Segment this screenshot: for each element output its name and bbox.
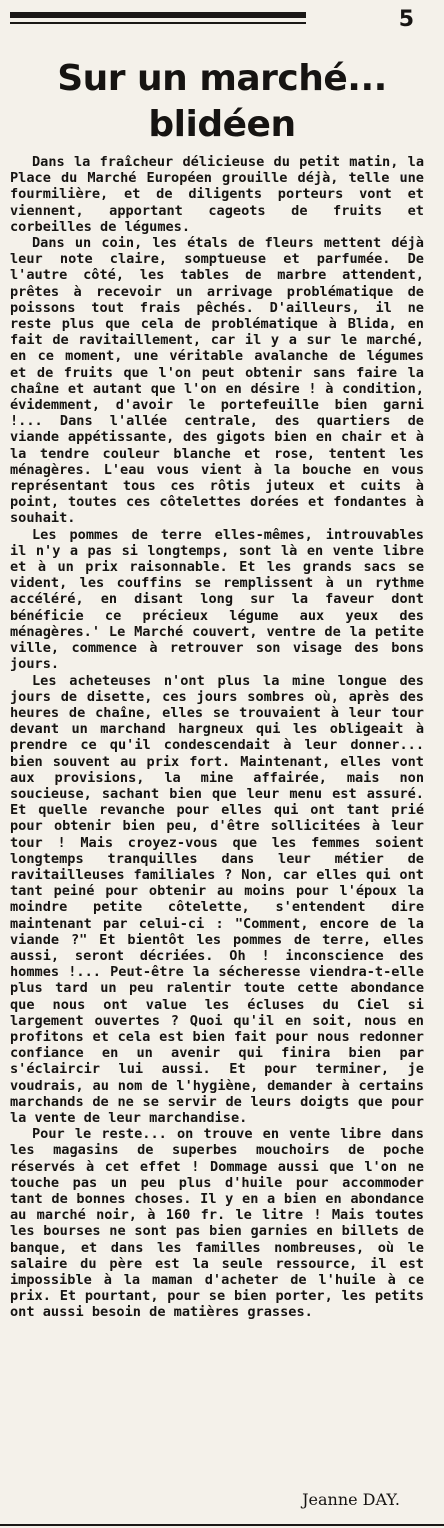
article-paragraph: Pour le reste... on trouve en vente libre dans les magasins de superbes mouchoirs de poche réservés à cet effet ! Dommage aussi que l'on ne touche pas un peu plus d'huile pour accommoder tant de bonnes choses. Il y en a bien en abondance au marché noir, à 160 fr. le litre ! Mais toutes les bourses ne sont pas bien garnies en billets de banque, et dans les familles nombreuses, où le salaire du père est la seule ressource, il est impossible à la maman d'acheter de l'huile à ce prix. Et pourtant, pour se bien porter, les petits ont aussi besoin de matières grasses.: [10, 1126, 424, 1321]
page-number: 5: [398, 7, 414, 32]
header-rule-thin: [10, 22, 306, 24]
article-body: [10, 154, 424, 1321]
article-paragraph: Dans la fraîcheur délicieuse du petit matin, la Place du Marché Européen grouille déjà, telle une fourmilière, et de diligents porteurs vont et viennent, apportant cageots de fruits et corbeilles de légumes.: [10, 154, 424, 235]
article-title: [0, 56, 444, 148]
footer-rule: [0, 1524, 444, 1526]
article-title-line-2: blidéen: [148, 104, 296, 145]
article-paragraph: Les acheteuses n'ont plus la mine longue des jours de disette, ces jours sombres où, après des heures de chaîne, elles se trouvaient à leur tour devant un marchand hargneux qui les obligeait à prendre ce qu'il condescendait à leur donner... bien souvent au prix fort. Maintenant, elles vont aux provisions, la mine affairée, mais non soucieuse, sachant bien que leur menu est assuré. Et quelle revanche pour elles qui ont tant prié pour obtenir bien peu, d'être sollicitées à leur tour ! Mais croyez-vous que les femmes soient longtemps tranquilles dans leur métier de ravitailleuses familiales ? Non, car elles qui ont tant peiné pour obtenir au moins pour l'époux la moindre petite côtelette, s'entendent dire maintenant par celui-ci : "Comment, encore de la viande ?" Et bientôt les pommes de terre, elles aussi, seront décriées. Oh ! inconscience des hommes !... Peut-être la sécheresse viendra-t-elle plus tard un peu ralentir toute cette abondance que nous ont value les écluses du Ciel si largement ouvertes ? Quoi qu'il en soit, nous en profitons et cela est bien fait pour nous redonner confiance en un avenir qui finira bien par s'éclaircir lui aussi. Et pour terminer, je voudrais, au nom de l'hygiène, demander à certains marchands de ne se servir de leurs doigts que pour la vente de leur marchandise.: [10, 672, 424, 1126]
header-rule: [10, 12, 306, 18]
author-signature: Jeanne DAY.: [302, 1490, 400, 1509]
article-paragraph: Les pommes de terre elles-mêmes, introuvables il n'y a pas si longtemps, sont là en vente libre et à un prix raisonnable. Et les grands sacs se vident, les couffins se remplissent à un rythme accéléré, en disant long sur la faveur dont bénéficie ce précieux légume aux yeux des ménagères.' Le Marché couvert, ventre de la petite ville, commence à retrouver son visage des bons jours.: [10, 526, 424, 673]
article-paragraph: Dans un coin, les étals de fleurs mettent déjà leur note claire, somptueuse et parfumée. De l'autre côté, les tables de marbre attendent, prêtes à recevoir un arrivage problématique de poissons tout frais pêchés. D'ailleurs, il ne reste plus que cela de problématique à Blida, en fait de ravitaillement, car il y a sur le marché, en ce moment, une véritable avalanche de légumes et de fruits que l'on peut obtenir sans faire la chaîne et autant que l'on en désire ! à condition, évidemment, d'avoir le portefeuille bien garni !... Dans l'allée centrale, des quartiers de viande appétissante, des gigots bien en chair et à la tendre couleur blanche et rose, tentent les ménagères. L'eau vous vient à la bouche en vous représentant tous ces rôtis juteux et cuits à point, toutes ces côtelettes dorées et fondantes à souhait.: [10, 235, 424, 527]
article-title-line-1: Sur un marché...: [57, 58, 387, 99]
